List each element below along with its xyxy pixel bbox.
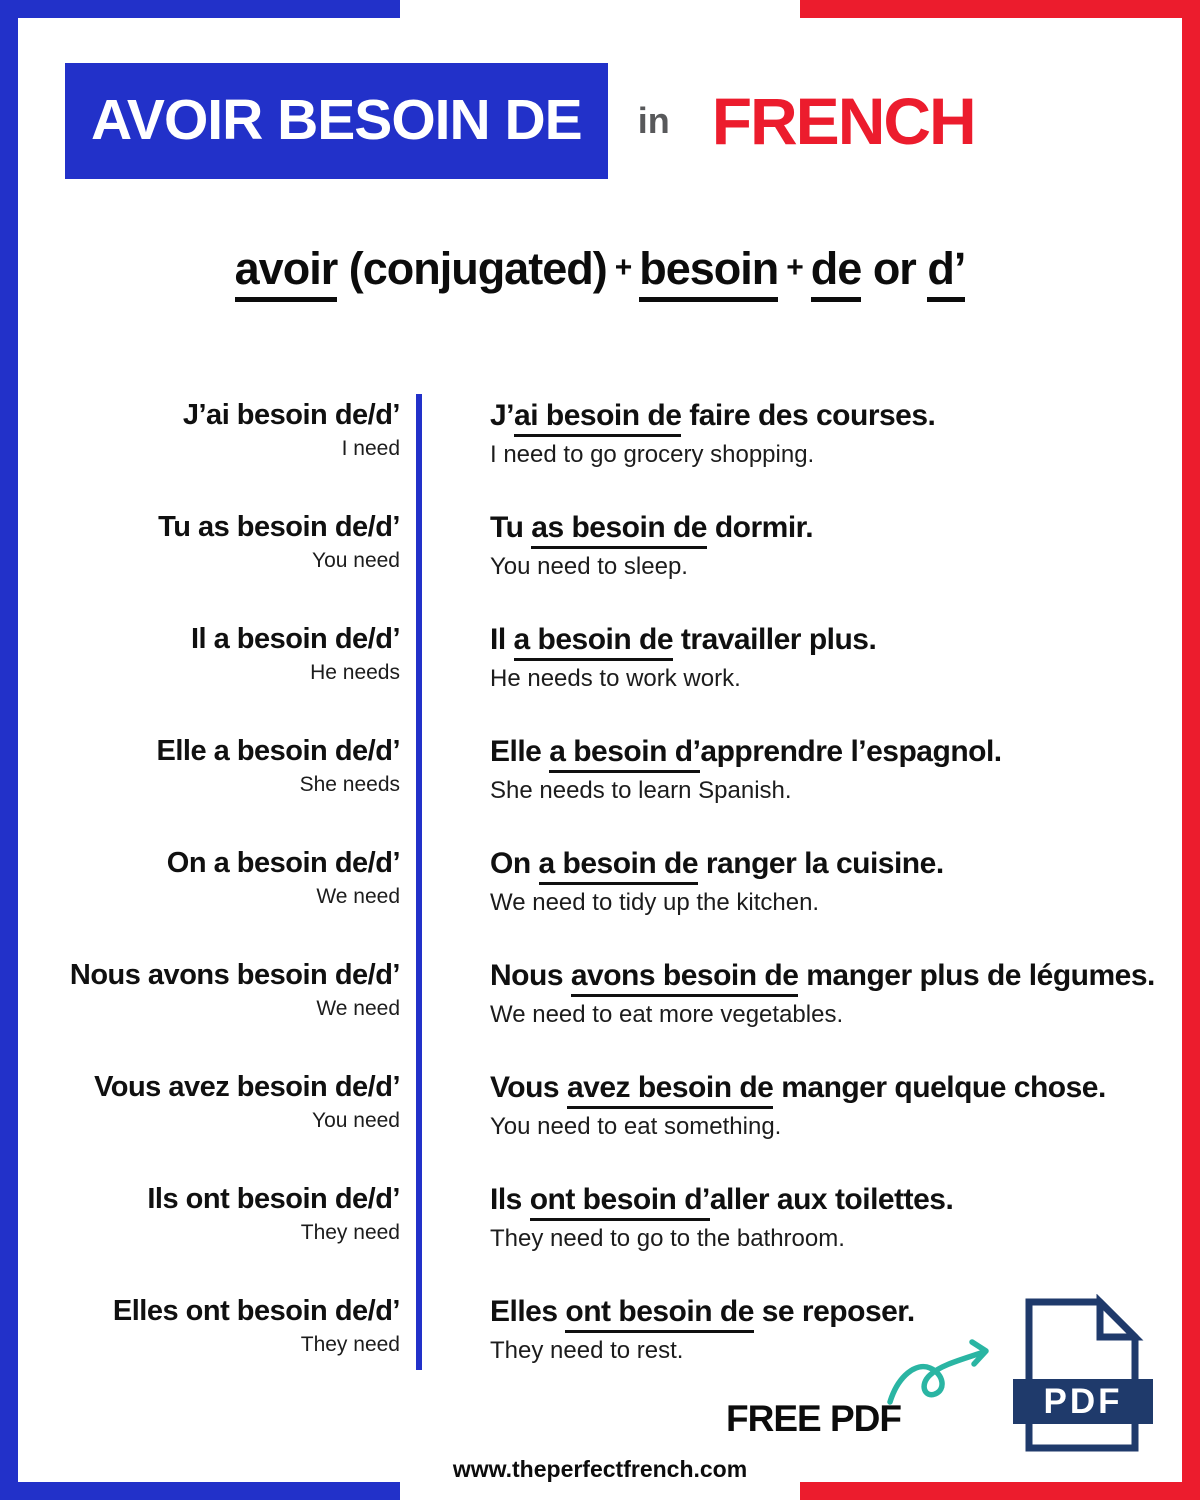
example-cell <box>490 734 1160 840</box>
conjugation-french: On a besoin de/d’ <box>166 847 400 879</box>
example-french: Il a besoin de travailler plus. <box>490 622 1160 658</box>
conjugation-row <box>0 1064 1200 1176</box>
column-gap <box>400 622 490 728</box>
pdf-file-icon <box>1012 1294 1154 1456</box>
example-french: Ils ont besoin d’aller aux toilettes. <box>490 1182 1160 1218</box>
column-gap <box>400 1294 490 1400</box>
example-french: On a besoin de ranger la cuisine. <box>490 846 1160 882</box>
conjugation-row <box>0 952 1200 1064</box>
column-gap <box>400 1182 490 1288</box>
conjugation-row <box>0 728 1200 840</box>
conjugation-cell <box>50 622 400 728</box>
formula-segment: avoir <box>235 243 338 302</box>
conjugation-cell <box>50 1070 400 1176</box>
example-french: Elles ont besoin de se reposer. <box>490 1294 1160 1330</box>
page-title: AVOIR BESOIN DE <box>91 88 582 152</box>
example-cell <box>490 846 1160 952</box>
example-english: They need to rest. <box>490 1337 684 1364</box>
conjugation-french: Il a besoin de/d’ <box>190 623 400 655</box>
column-gap <box>400 958 490 1064</box>
conjugation-french: Nous avons besoin de/d’ <box>69 959 400 991</box>
formula-line <box>0 243 1200 295</box>
conjugation-english: She needs <box>299 772 400 796</box>
example-english: He needs to work work. <box>490 665 741 692</box>
conjugation-table <box>0 392 1200 1400</box>
conjugation-row <box>0 1176 1200 1288</box>
conjugation-english: We need <box>316 884 400 908</box>
conjugation-cell <box>50 510 400 616</box>
example-english: I need to go grocery shopping. <box>490 441 815 468</box>
conjugation-english: They need <box>300 1332 400 1356</box>
website-url: www.theperfectfrench.com <box>452 1456 748 1482</box>
conjugation-cell <box>50 1294 400 1400</box>
conjugation-cell <box>50 734 400 840</box>
conjugation-english: We need <box>316 996 400 1020</box>
conjugation-cell <box>50 958 400 1064</box>
example-english: You need to eat something. <box>490 1113 782 1140</box>
formula-segment: or <box>861 243 928 294</box>
conjugation-cell <box>50 846 400 952</box>
formula-segment: + <box>786 251 803 285</box>
free-pdf-label: FREE PDF <box>726 1398 901 1439</box>
conjugation-french: Tu as besoin de/d’ <box>158 511 400 543</box>
conjugation-french: Vous avez besoin de/d’ <box>94 1071 400 1103</box>
conjugation-row <box>0 840 1200 952</box>
language-title: FRENCH <box>711 83 975 158</box>
column-gap <box>400 734 490 840</box>
curved-arrow-icon <box>884 1334 1006 1410</box>
header <box>65 63 975 179</box>
example-english: You need to sleep. <box>490 553 688 580</box>
conjugation-cell <box>50 1182 400 1288</box>
conjugation-english: They need <box>300 1220 400 1244</box>
example-english: We need to tidy up the kitchen. <box>490 889 820 916</box>
conjugation-french: J’ai besoin de/d’ <box>182 399 400 431</box>
bottom-left-blue-bar <box>0 1482 400 1500</box>
example-cell <box>490 510 1160 616</box>
conjugation-row <box>0 392 1200 504</box>
conjugation-english: You need <box>312 1108 400 1132</box>
example-cell <box>490 1182 1160 1288</box>
example-cell <box>490 622 1160 728</box>
svg-text:PDF: PDF <box>1043 1382 1123 1421</box>
example-english: We need to eat more vegetables. <box>490 1001 844 1028</box>
conjugation-french: Ils ont besoin de/d’ <box>147 1183 400 1215</box>
example-cell <box>490 958 1160 1064</box>
example-french: Tu as besoin de dormir. <box>490 510 1160 546</box>
example-english: She needs to learn Spanish. <box>490 777 792 804</box>
example-french: Nous avons besoin de manger plus de légumes. <box>490 958 1160 994</box>
column-gap <box>400 510 490 616</box>
bottom-right-red-bar <box>800 1482 1200 1500</box>
conjugation-cell <box>50 398 400 504</box>
column-gap <box>400 398 490 504</box>
title-box <box>65 63 608 179</box>
formula-segment: de <box>811 243 862 302</box>
conjugation-english: He needs <box>310 660 400 684</box>
example-cell <box>490 398 1160 504</box>
conjugation-row <box>0 504 1200 616</box>
top-right-red-bar <box>800 0 1200 18</box>
example-english: They need to go to the bathroom. <box>490 1225 845 1252</box>
conjugation-french: Elle a besoin de/d’ <box>156 735 400 767</box>
connector-text: in <box>637 99 670 141</box>
example-french: J’ai besoin de faire des courses. <box>490 398 1160 434</box>
column-gap <box>400 1070 490 1176</box>
formula-segment: (conjugated) <box>337 243 607 294</box>
example-cell <box>490 1070 1160 1176</box>
conjugation-english: You need <box>312 548 400 572</box>
formula-segment: d’ <box>927 243 965 302</box>
conjugation-french: Elles ont besoin de/d’ <box>112 1295 400 1327</box>
conjugation-english: I need <box>341 436 400 460</box>
formula-segment: + <box>614 251 632 285</box>
example-french: Vous avez besoin de manger quelque chose. <box>490 1070 1160 1106</box>
conjugation-row <box>0 616 1200 728</box>
column-gap <box>400 846 490 952</box>
top-left-blue-bar <box>0 0 400 18</box>
formula-segment: besoin <box>639 243 778 302</box>
example-french: Elle a besoin d’apprendre l’espagnol. <box>490 734 1160 770</box>
